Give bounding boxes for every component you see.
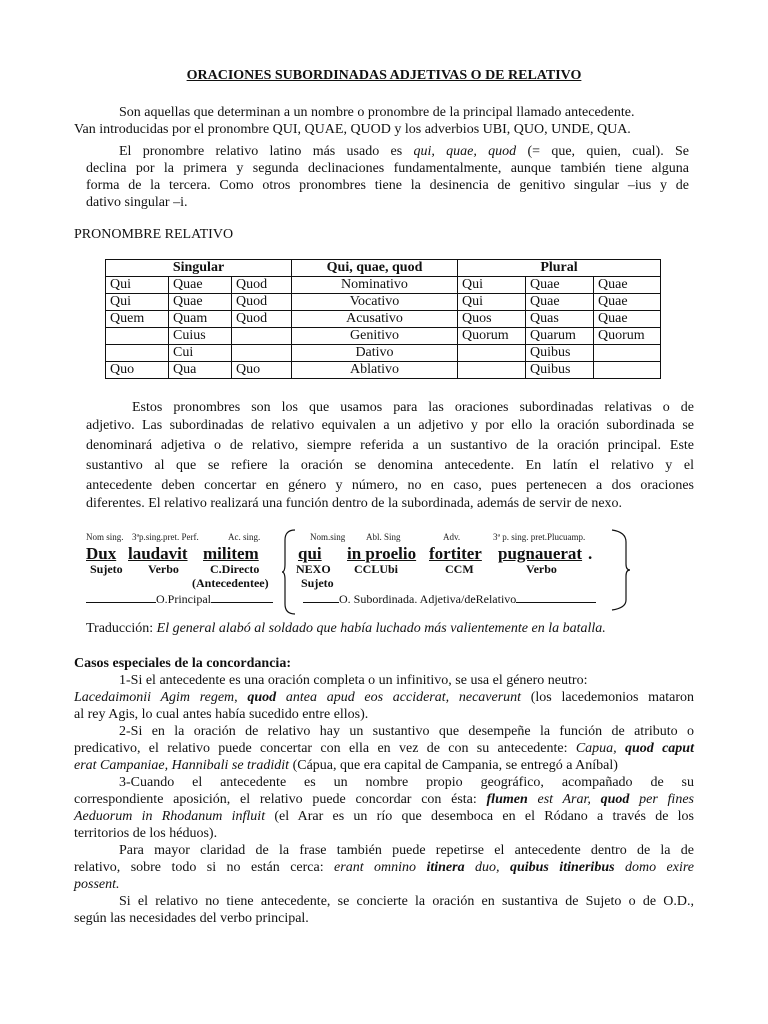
table-header: Singular bbox=[106, 260, 292, 277]
table-cell: Quas bbox=[526, 311, 594, 328]
table-cell: Quae bbox=[594, 311, 661, 328]
table-cell: Quod bbox=[232, 294, 292, 311]
table-cell bbox=[594, 345, 661, 362]
function-label: Verbo bbox=[526, 562, 557, 576]
table-cell: Cui bbox=[169, 345, 232, 362]
right-brace bbox=[610, 528, 632, 612]
para3-line-2: adjetivo. Las subordinadas de relativo equivalen a un adjetivo y por ello la oración subordinada se bbox=[86, 418, 694, 433]
table-cell: Quibus bbox=[526, 345, 594, 362]
morph-label: Abl. Sing bbox=[366, 532, 401, 542]
para2-line-2: declina por la primera y segunda declinaciones fundamentalmente, aunque también tiene alguna bbox=[86, 161, 689, 176]
antecedent-note: (Antecedentee) bbox=[192, 576, 269, 590]
table-cell: Quod bbox=[232, 277, 292, 294]
latin-word: fortiter bbox=[429, 544, 482, 563]
case4-line-2: relativo, sobre todo si no están cerca: erant omnino itinera duo, quibus itineribus domo exire bbox=[74, 860, 695, 875]
table-cell: Acusativo bbox=[292, 311, 458, 328]
table-cell bbox=[232, 328, 292, 345]
table-cell: Quod bbox=[232, 311, 292, 328]
function-label: CCLUbi bbox=[354, 562, 399, 576]
table-cell: Qui bbox=[458, 277, 526, 294]
table-cell: Quae bbox=[526, 294, 594, 311]
morph-label: Nom.sing bbox=[310, 532, 346, 542]
table-cell: Quae bbox=[594, 277, 661, 294]
case2-line-1: 2-Si en la oración de relativo hay un sustantivo que desempeñe la función de atributo o bbox=[119, 724, 694, 739]
para3-line-5: antecedente deben concertar en género y número, no en caso, pues pertenecen a dos oraciones bbox=[86, 478, 694, 493]
page-title: ORACIONES SUBORDINADAS ADJETIVAS O DE RELATIVO bbox=[186, 68, 582, 83]
morph-label: 3ª p. sing. pret.Plucuamp. bbox=[493, 532, 586, 542]
table-cell bbox=[594, 362, 661, 379]
case2-line-3: erat Campaniae, Hannibali se tradidit (Cápua, que era capital de Campania, se entregó a Aníbal) bbox=[74, 758, 618, 773]
table-cell: Vocativo bbox=[292, 294, 458, 311]
morph-label: Ac. sing. bbox=[228, 532, 261, 542]
table-cell: Quarum bbox=[526, 328, 594, 345]
latin-word: laudavit bbox=[128, 544, 188, 563]
latin-word: in proelio bbox=[347, 544, 417, 563]
case3-line-4: territorios de los héduos). bbox=[74, 826, 218, 841]
table-cell: Quorum bbox=[594, 328, 661, 345]
para3-line-1: Estos pronombres son los que usamos para las oraciones subordinadas relativas o de bbox=[132, 400, 694, 415]
table-cell: Quae bbox=[526, 277, 594, 294]
table-cell: Qua bbox=[169, 362, 232, 379]
latin-word: Dux bbox=[86, 544, 117, 563]
table-cell: Dativo bbox=[292, 345, 458, 362]
table-header: Plural bbox=[458, 260, 661, 277]
para2-line-3: forma de la tercera. Como otros pronombres tiene la desinencia de genitivo singular –ius y de bbox=[86, 178, 689, 193]
case4-line-1: Para mayor claridad de la frase también puede repetirse el antecedente dentro de la de bbox=[119, 843, 694, 858]
function-label: C.Directo bbox=[210, 562, 260, 576]
table-cell: Quae bbox=[169, 294, 232, 311]
para3-line-3: denominará adjetiva o de relativo, siempre referida a un sustantivo de la oración principal. Este bbox=[86, 438, 694, 453]
declension-table bbox=[105, 259, 661, 379]
case2-line-2: predicativo, el relativo puede concertar con ella en vez de con su antecedente: Capua, quod caput bbox=[74, 741, 694, 756]
intro-line-2: Van introducidas por el pronombre QUI, QUAE, QUOD y los adverbios UBI, QUO, UNDE, QUA. bbox=[74, 122, 631, 137]
table-row bbox=[106, 277, 661, 294]
table-row bbox=[106, 311, 661, 328]
case3-line-3: Aeduorum in Rhodanum influit (el Arar es un río que desemboca en el Ródano a través de los bbox=[74, 809, 694, 824]
table-cell: Nominativo bbox=[292, 277, 458, 294]
case1-line-3: al rey Agis, lo cual antes había sucedido entre ellos). bbox=[74, 707, 369, 722]
latin-word: pugnauerat bbox=[498, 544, 583, 563]
intro-line-1: Son aquellas que determinan a un nombre o pronombre de la principal llamado antecedente. bbox=[119, 105, 635, 120]
function-label: Sujeto bbox=[90, 562, 123, 576]
latin-word: militem bbox=[203, 544, 259, 563]
table-row bbox=[106, 345, 661, 362]
case5-line-1: Si el relativo no tiene antecedente, se concierte la oración en sustantiva de Sujeto o de O.D., bbox=[119, 894, 694, 909]
table-cell bbox=[232, 345, 292, 362]
case1-line-2: Lacedaimonii Agim regem, quod antea apud eos acciderat, necaverunt (los lacedemonios mataron bbox=[74, 690, 695, 705]
morph-label: Adv. bbox=[443, 532, 461, 542]
table-cell: Quibus bbox=[526, 362, 594, 379]
table-cell: Quem bbox=[106, 311, 169, 328]
table-cell: Qui bbox=[106, 294, 169, 311]
table-cell: Quae bbox=[169, 277, 232, 294]
case4-line-3: possent. bbox=[74, 877, 120, 892]
case3-line-1: 3-Cuando el antecedente es un nombre propio geográfico, acompañado de su bbox=[119, 775, 694, 790]
table-cell: Quo bbox=[232, 362, 292, 379]
special-cases-heading: Casos especiales de la concordancia: bbox=[74, 656, 291, 671]
function-label: Verbo bbox=[148, 562, 179, 576]
table-header: Qui, quae, quod bbox=[292, 260, 458, 277]
table-cell: Qui bbox=[458, 294, 526, 311]
table-cell: Quam bbox=[169, 311, 232, 328]
table-cell bbox=[458, 345, 526, 362]
function-label: CCM bbox=[445, 562, 474, 576]
table-cell: Genitivo bbox=[292, 328, 458, 345]
section-heading: PRONOMBRE RELATIVO bbox=[74, 227, 234, 242]
table-cell bbox=[458, 362, 526, 379]
latin-word: qui bbox=[298, 544, 322, 563]
function-label: NEXO bbox=[296, 562, 331, 576]
morph-label: 3ªp.sing.pret. Perf. bbox=[132, 532, 199, 542]
subordinate-clause-label: O. Subordinada. Adjetiva/deRelativo bbox=[303, 592, 596, 607]
table-cell bbox=[106, 345, 169, 362]
table-cell: Quorum bbox=[458, 328, 526, 345]
para2-line-1: El pronombre relativo latino más usado es qui, quae, quod (= que, quien, cual). Se bbox=[119, 144, 690, 159]
table-row bbox=[106, 328, 661, 345]
nexo-function: Sujeto bbox=[301, 576, 334, 590]
table-cell: Quae bbox=[594, 294, 661, 311]
para2-line-4: dativo singular –i. bbox=[86, 195, 188, 210]
principal-clause-label: O.Principal bbox=[86, 592, 273, 607]
table-cell: Quo bbox=[106, 362, 169, 379]
case1-line-1: 1-Si el antecedente es una oración completa o un infinitivo, se usa el género neutro: bbox=[119, 673, 588, 688]
table-cell: Ablativo bbox=[292, 362, 458, 379]
translation: Traducción: El general alabó al soldado que había luchado más valientemente en la batalla. bbox=[86, 621, 606, 636]
table-cell: Cuius bbox=[169, 328, 232, 345]
para3-line-4: sustantivo al que se refiere la oración se denomina antecedente. En latín el relativo y el bbox=[86, 458, 694, 473]
case3-line-2: correspondiente aposición, el relativo puede concordar con ésta: flumen est Arar, quod per fines bbox=[74, 792, 694, 807]
table-cell: Qui bbox=[106, 277, 169, 294]
morph-label: Nom sing. bbox=[86, 532, 124, 542]
table-row bbox=[106, 362, 661, 379]
para3-line-6: diferentes. El relativo realizará una función dentro de la subordinada, además de servir de nexo. bbox=[86, 496, 623, 511]
table-header-row bbox=[106, 260, 661, 277]
case5-line-2: según las necesidades del verbo principal. bbox=[74, 911, 309, 926]
table-cell bbox=[106, 328, 169, 345]
table-row bbox=[106, 294, 661, 311]
table-cell: Quos bbox=[458, 311, 526, 328]
left-brace bbox=[281, 528, 297, 616]
sentence-period: . bbox=[588, 544, 593, 563]
